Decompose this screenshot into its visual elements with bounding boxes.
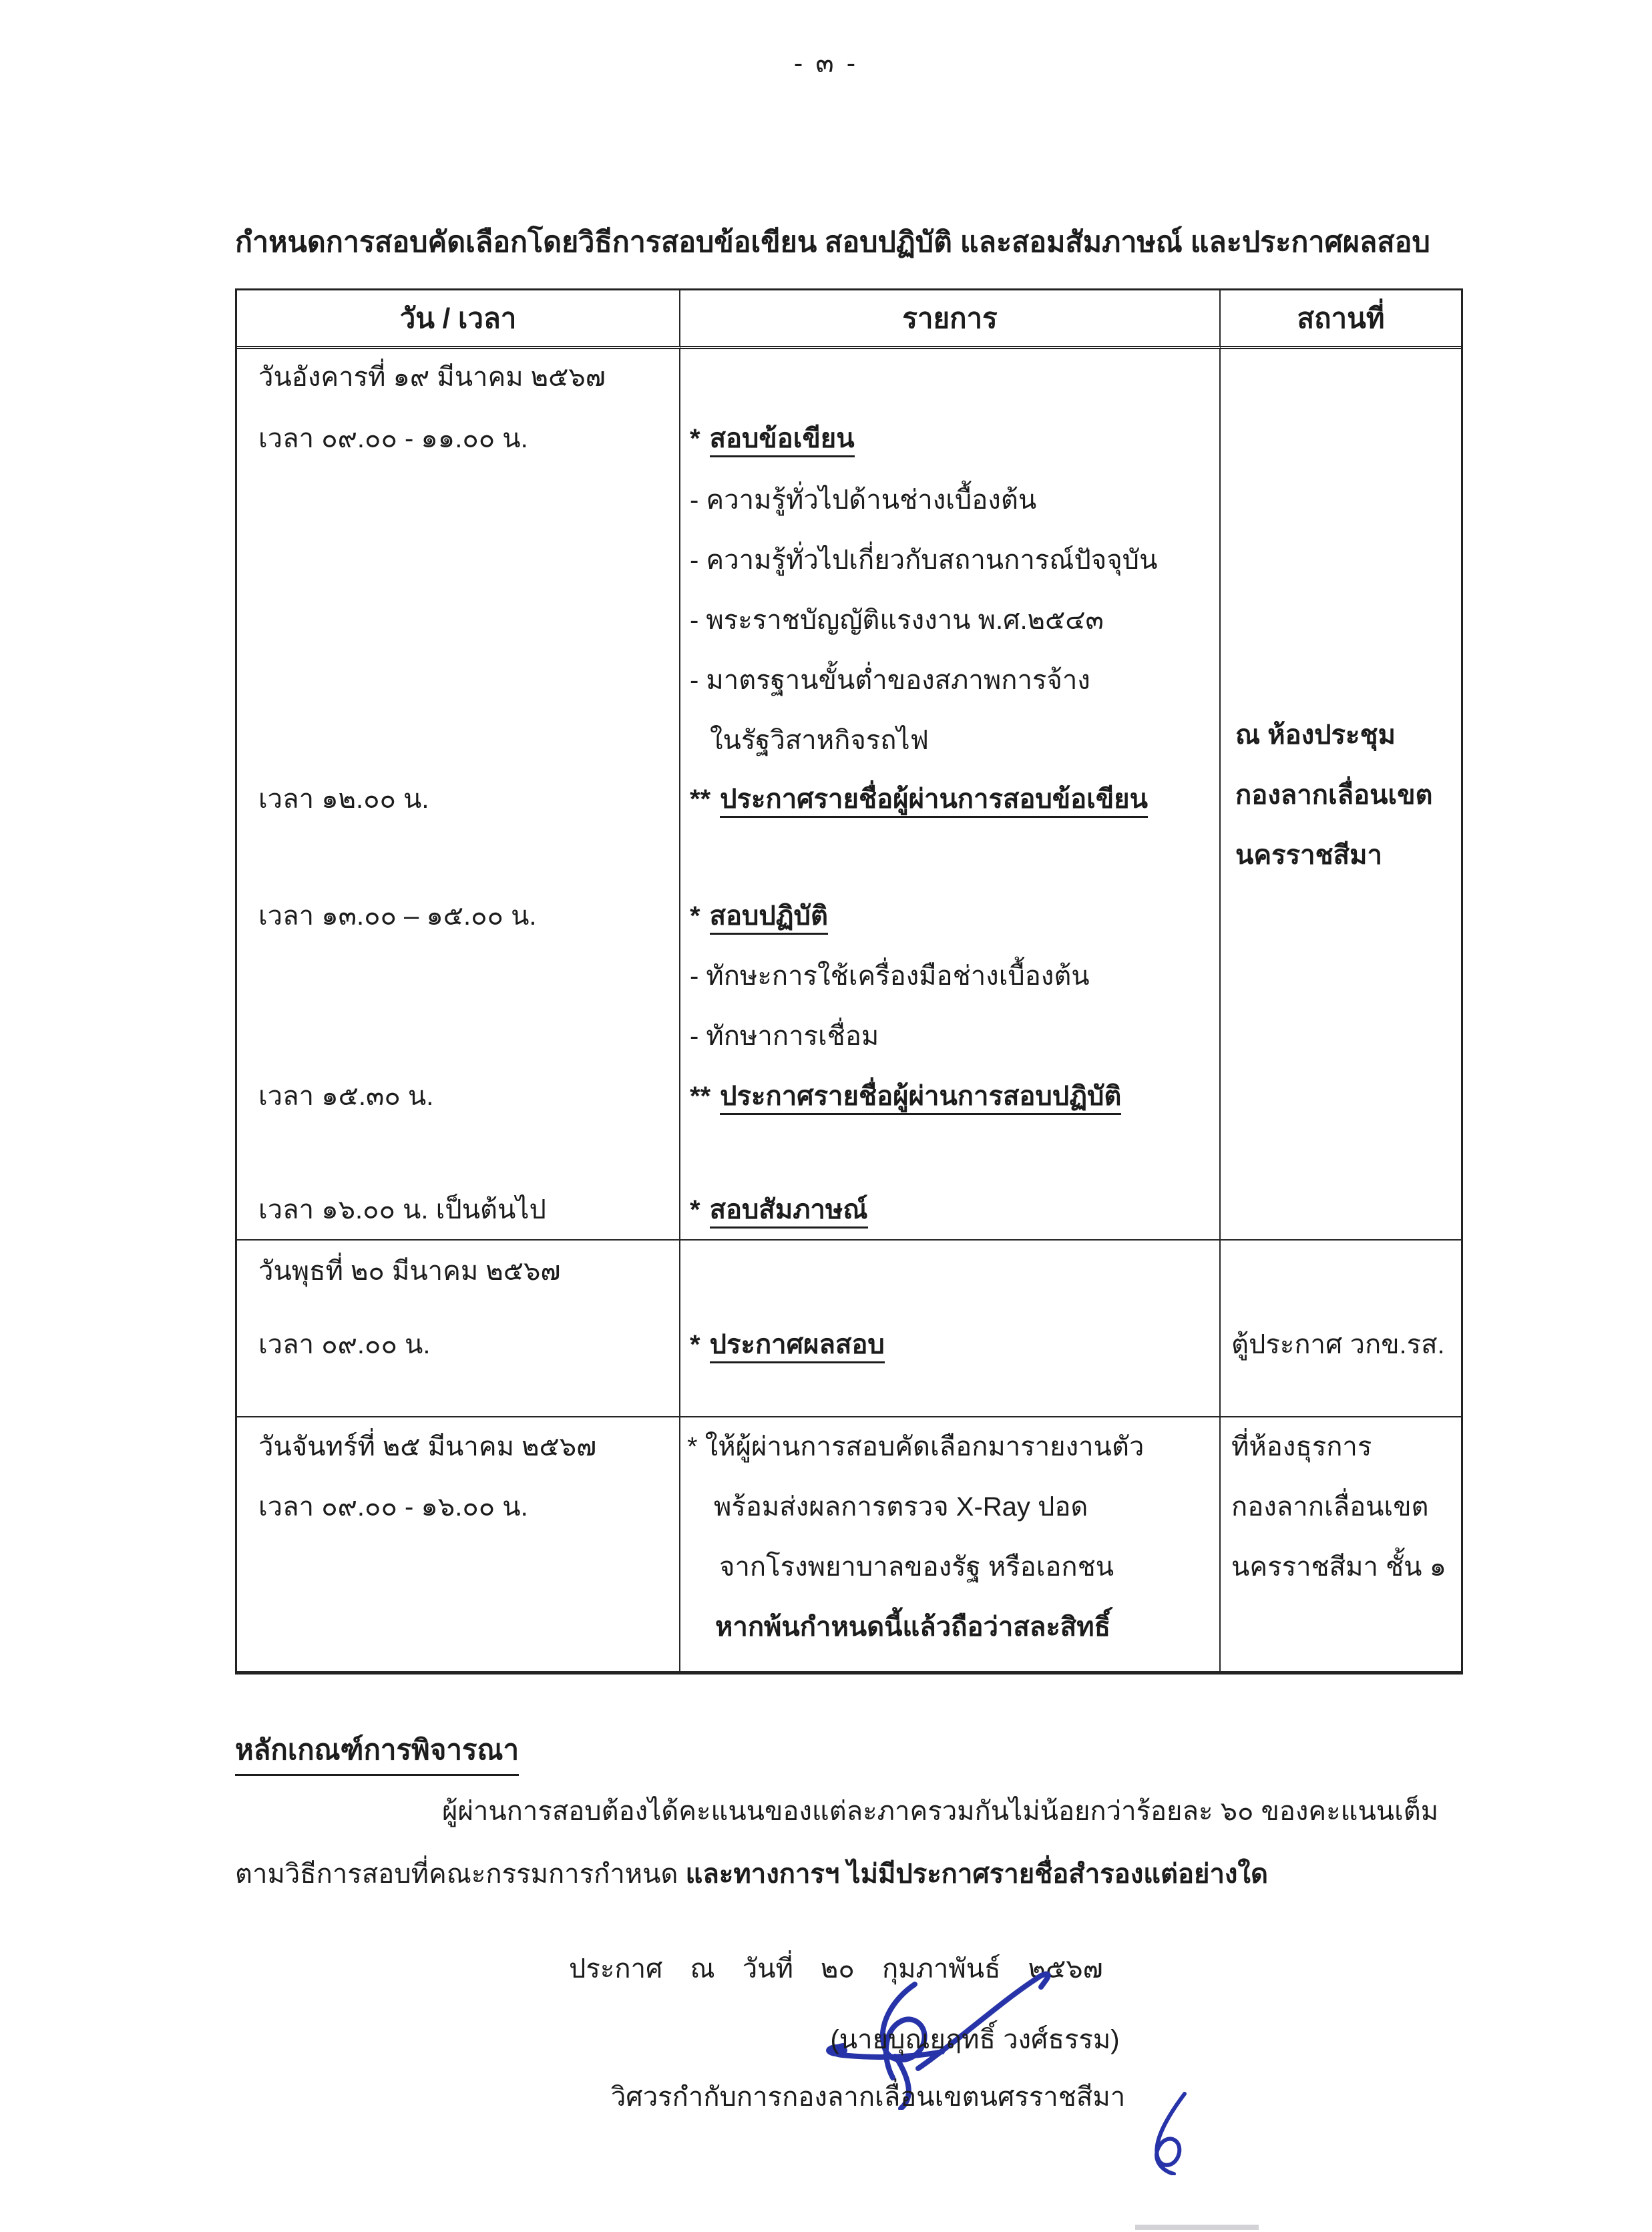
scan-artifact bbox=[1135, 2225, 1259, 2230]
row2-place-cell bbox=[1221, 1241, 1461, 1417]
row3-date: วันจันทร์ที่ ๒๕ มีนาคม ๒๕๖๗ bbox=[258, 1432, 597, 1462]
signatory-name: (นายบุณยฤทธิ์ วงศ์ธรรม) bbox=[830, 2025, 1120, 2054]
asterisk-marker: * bbox=[690, 1330, 700, 1359]
written-result-heading: ** ประกาศรายชื่อผู้ผ่านการสอบข้อเขียน bbox=[690, 785, 1148, 814]
column-header-place: สถานที่ bbox=[1221, 290, 1461, 349]
row3-place-cell bbox=[1221, 1417, 1461, 1672]
row2-time: เวลา ๐๙.๐๐ น. bbox=[258, 1330, 431, 1359]
practical-result-heading: ** ประกาศรายชื่อผู้ผ่านการสอบปฏิบัติ bbox=[690, 1082, 1121, 1111]
double-asterisk-marker: ** bbox=[690, 785, 711, 814]
page-title: กำหนดการสอบคัดเลือกโดยวิธีการสอบข้อเขียน สอบปฏิบัติ และสอมสัมภาษณ์ และประกาศผลสอบ bbox=[235, 226, 1430, 258]
written-topic: - ความรู้ทั่วไปเกี่ยวกับสถานการณ์ปัจจุบัน bbox=[690, 545, 1158, 575]
asterisk-marker: * bbox=[690, 901, 700, 931]
signatory-title: วิศวรกำกับการกองลากเลื่อนเขตนศรราชสีมา bbox=[610, 2082, 1126, 2112]
criteria-line2-bold: และทางการฯ ไม่มีประกาศรายชื่อสำรองแต่อย่างใด bbox=[685, 1859, 1268, 1889]
report-instruction-line: จากโรงพยาบาลของรัฐ หรือเอกชน bbox=[719, 1552, 1114, 1582]
row1-time-3: เวลา ๑๓.๐๐ – ๑๕.๐๐ น. bbox=[258, 901, 537, 931]
criteria-heading: หลักเกณฑ์การพิจารณา bbox=[235, 1728, 519, 1776]
asterisk-marker: * bbox=[690, 1195, 700, 1224]
row3-place-line: นครราชสีมา ชั้น ๑ bbox=[1231, 1552, 1447, 1582]
row3-item-cell bbox=[680, 1417, 1221, 1672]
criteria-paragraph-line2 bbox=[235, 1852, 1268, 1895]
row1-place-cell bbox=[1221, 349, 1461, 1241]
row2-item-cell bbox=[680, 1241, 1221, 1417]
row3-place-line: ที่ห้องธุรการ bbox=[1231, 1432, 1372, 1462]
row1-place-line: กองลากเลื่อนเขต bbox=[1235, 780, 1433, 810]
row1-time-1: เวลา ๐๙.๐๐ - ๑๑.๐๐ น. bbox=[258, 424, 528, 453]
column-header-datetime: วัน / เวลา bbox=[237, 290, 680, 349]
practical-topic: - ทักษะการใช้เครื่องมือช่างเบื้องต้น bbox=[690, 961, 1090, 991]
practical-exam-heading: * สอบปฏิบัติ bbox=[690, 901, 828, 931]
final-result-heading: * ประกาศผลสอบ bbox=[690, 1330, 885, 1359]
forfeit-warning: หากพ้นกำหนดนี้แล้วถือว่าสละสิทธิ์ bbox=[715, 1612, 1110, 1642]
initial-mark-icon bbox=[1130, 2088, 1210, 2175]
asterisk-marker: * bbox=[690, 424, 700, 453]
criteria-line2-normal: ตามวิธีการสอบที่คณะกรรมการกำหนด bbox=[235, 1859, 686, 1889]
written-topic: - พระราชบัญญัติแรงงาน พ.ศ.๒๕๔๓ bbox=[690, 606, 1104, 635]
row1-time-2: เวลา ๑๒.๐๐ น. bbox=[258, 785, 429, 814]
written-topic: - ความรู้ทั่วไปด้านช่างเบื้องต้น bbox=[690, 485, 1037, 515]
row1-time-4: เวลา ๑๕.๓๐ น. bbox=[258, 1082, 434, 1111]
column-header-item: รายการ bbox=[680, 290, 1221, 349]
row3-datetime-cell bbox=[237, 1417, 680, 1672]
written-topic: - มาตรฐานขั้นต่ำของสภาพการจ้าง bbox=[690, 666, 1090, 695]
row2-date: วันพุธที่ ๒๐ มีนาคม ๒๕๖๗ bbox=[258, 1257, 561, 1286]
page-number: - ๓ - bbox=[793, 49, 859, 78]
criteria-paragraph-line1: ผู้ผ่านการสอบต้องได้คะแนนของแต่ละภาครวมกันไม่น้อยกว่าร้อยละ ๖๐ ของคะแนนเต็ม bbox=[442, 1797, 1439, 1826]
row2-place: ตู้ประกาศ วกข.รส. bbox=[1231, 1330, 1445, 1359]
schedule-table bbox=[235, 288, 1463, 1675]
interview-heading: * สอบสัมภาษณ์ bbox=[690, 1195, 868, 1224]
announcement-date-line: ประกาศ ณ วันที่ ๒๐ กุมภาพันธ์ ๒๕๖๗ bbox=[569, 1954, 1103, 1984]
row1-datetime-cell bbox=[237, 349, 680, 1241]
row1-time-5: เวลา ๑๖.๐๐ น. เป็นต้นไป bbox=[258, 1195, 546, 1224]
row1-place-line: ณ ห้องประชุม bbox=[1235, 720, 1396, 750]
written-exam-heading: * สอบข้อเขียน bbox=[690, 424, 855, 453]
report-instruction-line: * ให้ผู้ผ่านการสอบคัดเลือกมารายงานตัว bbox=[687, 1432, 1145, 1462]
row3-place-line: กองลากเลื่อนเขต bbox=[1231, 1492, 1429, 1522]
row3-time: เวลา ๐๙.๐๐ - ๑๖.๐๐ น. bbox=[258, 1492, 528, 1522]
row1-date: วันอังคารที่ ๑๙ มีนาคม ๒๕๖๗ bbox=[258, 363, 606, 392]
report-instruction-line: พร้อมส่งผลการตรวจ X-Ray ปอด bbox=[714, 1492, 1088, 1522]
row2-datetime-cell bbox=[237, 1241, 680, 1417]
row1-place-line: นครราชสีมา bbox=[1235, 841, 1382, 870]
practical-topic: - ทักษาการเชื่อม bbox=[690, 1022, 879, 1051]
double-asterisk-marker: ** bbox=[690, 1082, 711, 1111]
written-topic-continued: ในรัฐวิสาหกิจรถไฟ bbox=[710, 726, 929, 755]
row1-item-cell bbox=[680, 349, 1221, 1241]
